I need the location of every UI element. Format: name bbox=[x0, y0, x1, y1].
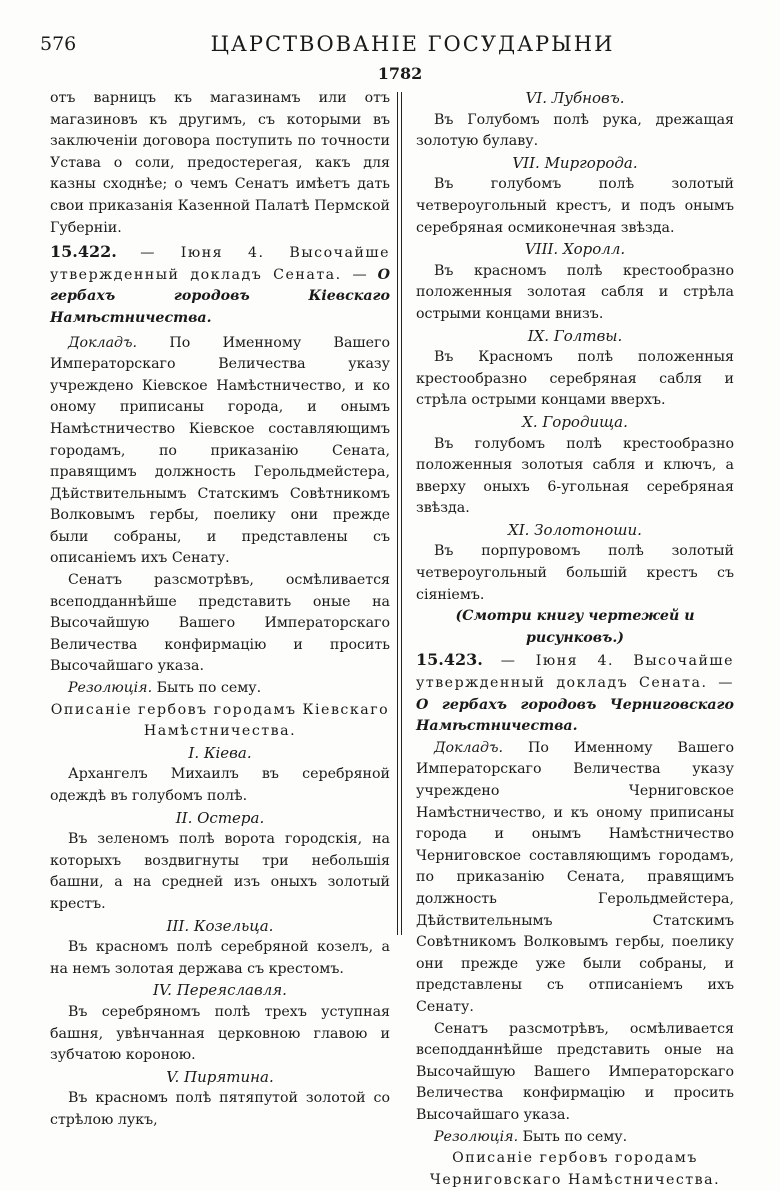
arms-text: Въ голубомъ полѣ крестообразно положенныя золотыя сабля и ключъ, а вверху оныхъ 6-угольная серебряная звѣзда. bbox=[416, 435, 734, 517]
arms-text: Въ красномъ полѣ серебряной козелъ, а на немъ золотая держава съ крестомъ. bbox=[50, 939, 390, 977]
report-paragraph bbox=[416, 738, 734, 1019]
resolution-label: Резолюція. bbox=[434, 1128, 519, 1145]
arms-text: Въ серебряномъ полѣ трехъ уступная башня, увѣнчанная церковною главою и зубчатою короною. bbox=[50, 1003, 390, 1064]
arms-heading: XI. Золотоноши. bbox=[508, 520, 642, 539]
resolution-text: Быть по сему. bbox=[522, 1128, 628, 1145]
report-label: Докладъ. bbox=[68, 334, 137, 351]
resolution-text: Быть по сему. bbox=[156, 680, 262, 697]
arms-heading: III. Козельца. bbox=[166, 916, 274, 935]
arms-heading: V. Пирятина. bbox=[166, 1067, 274, 1086]
page-number: 576 bbox=[40, 33, 77, 55]
arms-heading: IV. Переяславля. bbox=[153, 981, 287, 1000]
report-label: Докладъ. bbox=[434, 739, 503, 756]
column-divider bbox=[397, 92, 398, 935]
arms-text: Въ Голубомъ полѣ рука, дрежащая золотую булаву. bbox=[416, 111, 734, 150]
arms-text: Въ красномъ полѣ пятяпутой золотой со стрѣлою лукъ, bbox=[50, 1090, 390, 1128]
description-title: Описаніе гербовъ городамъ Черниговскаго Намѣстничества. bbox=[429, 1150, 721, 1188]
report-paragraph bbox=[50, 333, 390, 571]
decree-15423 bbox=[416, 649, 734, 737]
description-title: Описаніе гербовъ городамъ Кіевскаго Намѣстничества. bbox=[50, 701, 390, 740]
resolution-paragraph bbox=[416, 1127, 734, 1149]
arms-heading: VIII. Хоролл. bbox=[524, 240, 626, 259]
arms-heading: II. Остера. bbox=[175, 808, 265, 827]
report-text: По Именному Вашего Императорскаго Величества указу учреждено Черниговское Намѣстничество, и къ оному приписаны города и онымъ Намѣстничество Черниговское составляющимъ городамъ, по приказанію Сената, правящимъ должность Герольдмейстера, Дѣйствительнымъ Статскимъ Совѣтникомъ Волковымъ гербы, поелику они прежде уже были собраны, и представлены съ отписаніемъ ихъ Сенату. bbox=[416, 739, 734, 1015]
arms-text: Архангелъ Михаилъ въ серебряной одеждѣ въ голубомъ полѣ. bbox=[50, 766, 390, 804]
decree-subject: О гербахъ городовъ Черниговскаго Намѣстничества. bbox=[416, 696, 734, 735]
resolution-label: Резолюція. bbox=[68, 680, 153, 697]
senate-paragraph: Сенатъ разсмотрѣвъ, осмѣливается всеподданнѣйше представить оные на Высочайшую Вашего Императорскаго Величества конфирмацію и просить Высочайшаго указа. bbox=[50, 572, 390, 675]
decree-15422 bbox=[50, 241, 390, 329]
arms-list bbox=[50, 743, 390, 1132]
decree-number: 15.423. bbox=[416, 650, 483, 670]
year: 1782 bbox=[377, 64, 423, 83]
decree-intro: — Іюня 4. Высочайше утвержденный докладъ Сената. — bbox=[416, 653, 735, 692]
arms-heading: VII. Миргорода. bbox=[512, 153, 638, 172]
arms-text: Въ голубомъ полѣ золотый четвероугольный крестъ, и подъ онымъ серебряная осмиконечная звѣзда. bbox=[416, 176, 734, 236]
reference-note: (Смотри книгу чертежей и рисунковъ.) bbox=[455, 608, 695, 646]
resolution-paragraph bbox=[50, 678, 390, 700]
decree-subject: О гербахъ городовъ Кіевскаго Намѣстничества. bbox=[50, 266, 390, 326]
arms-heading: VI. Лубновъ. bbox=[525, 89, 625, 107]
report-text: По Именному Вашего Императорскаго Величества указу учреждено Кіевское Намѣстничество, и ко оному приписаны города, и онымъ Намѣстничество Кіевское составляющимъ городамъ, по приказанію Сената, правящимъ должность Герольдмейстера, Дѣйствительнымъ Статскимъ Совѣтникомъ Волковымъ гербы, поелику они прежде были собраны, и представлены съ описаніемъ ихъ Сенату. bbox=[50, 334, 390, 567]
arms-heading: I. Кіева. bbox=[188, 743, 252, 762]
arms-list bbox=[416, 88, 734, 606]
left-column bbox=[50, 88, 390, 1132]
arms-text: Въ зеленомъ полѣ ворота городскія, на которыхъ воздвигнуты три небольшія башни, а на средней изъ оныхъ золотый крестъ. bbox=[50, 831, 390, 912]
continuation-text: отъ варницъ къ магазинамъ или отъ магазиновъ къ другимъ, съ которыми въ заключеніи договора поступить по точности Устава о соли, предостерегая, какъ для казны сходнѣе; о чемъ Сенатъ имѣетъ дать свои приказанія Казенной Палатѣ Пермской Губерніи. bbox=[50, 90, 390, 236]
right-column bbox=[416, 88, 734, 1191]
arms-text: Въ красномъ полѣ крестообразно положенныя золотая сабля и стрѣла острыми концами внизъ. bbox=[416, 262, 734, 322]
arms-text: Въ Красномъ полѣ положенныя крестообразно серебряная сабля и стрѣла острыми концами вверхъ. bbox=[416, 349, 734, 409]
column-divider bbox=[401, 92, 402, 935]
arms-text: Въ порпуровомъ полѣ золотый четвероугольный большій крестъ съ сіяніемъ. bbox=[416, 543, 734, 603]
arms-heading: IX. Голтвы. bbox=[527, 326, 623, 345]
senate-paragraph: Сенатъ разсмотрѣвъ, осмѣливается всеподданнѣйше представить оные на Высочайшую Вашего Императорскаго Величества конфирмацію и просить Высочайшаго указа. bbox=[416, 1020, 734, 1123]
decree-intro: — Іюня 4. Высочайше утвержденный докладъ Сената. — bbox=[50, 245, 391, 283]
decree-number: 15.422. bbox=[50, 242, 117, 262]
arms-heading: X. Городища. bbox=[522, 412, 628, 431]
running-title: ЦАРСТВОВАНІЕ ГОСУДАРЫНИ bbox=[210, 32, 615, 56]
